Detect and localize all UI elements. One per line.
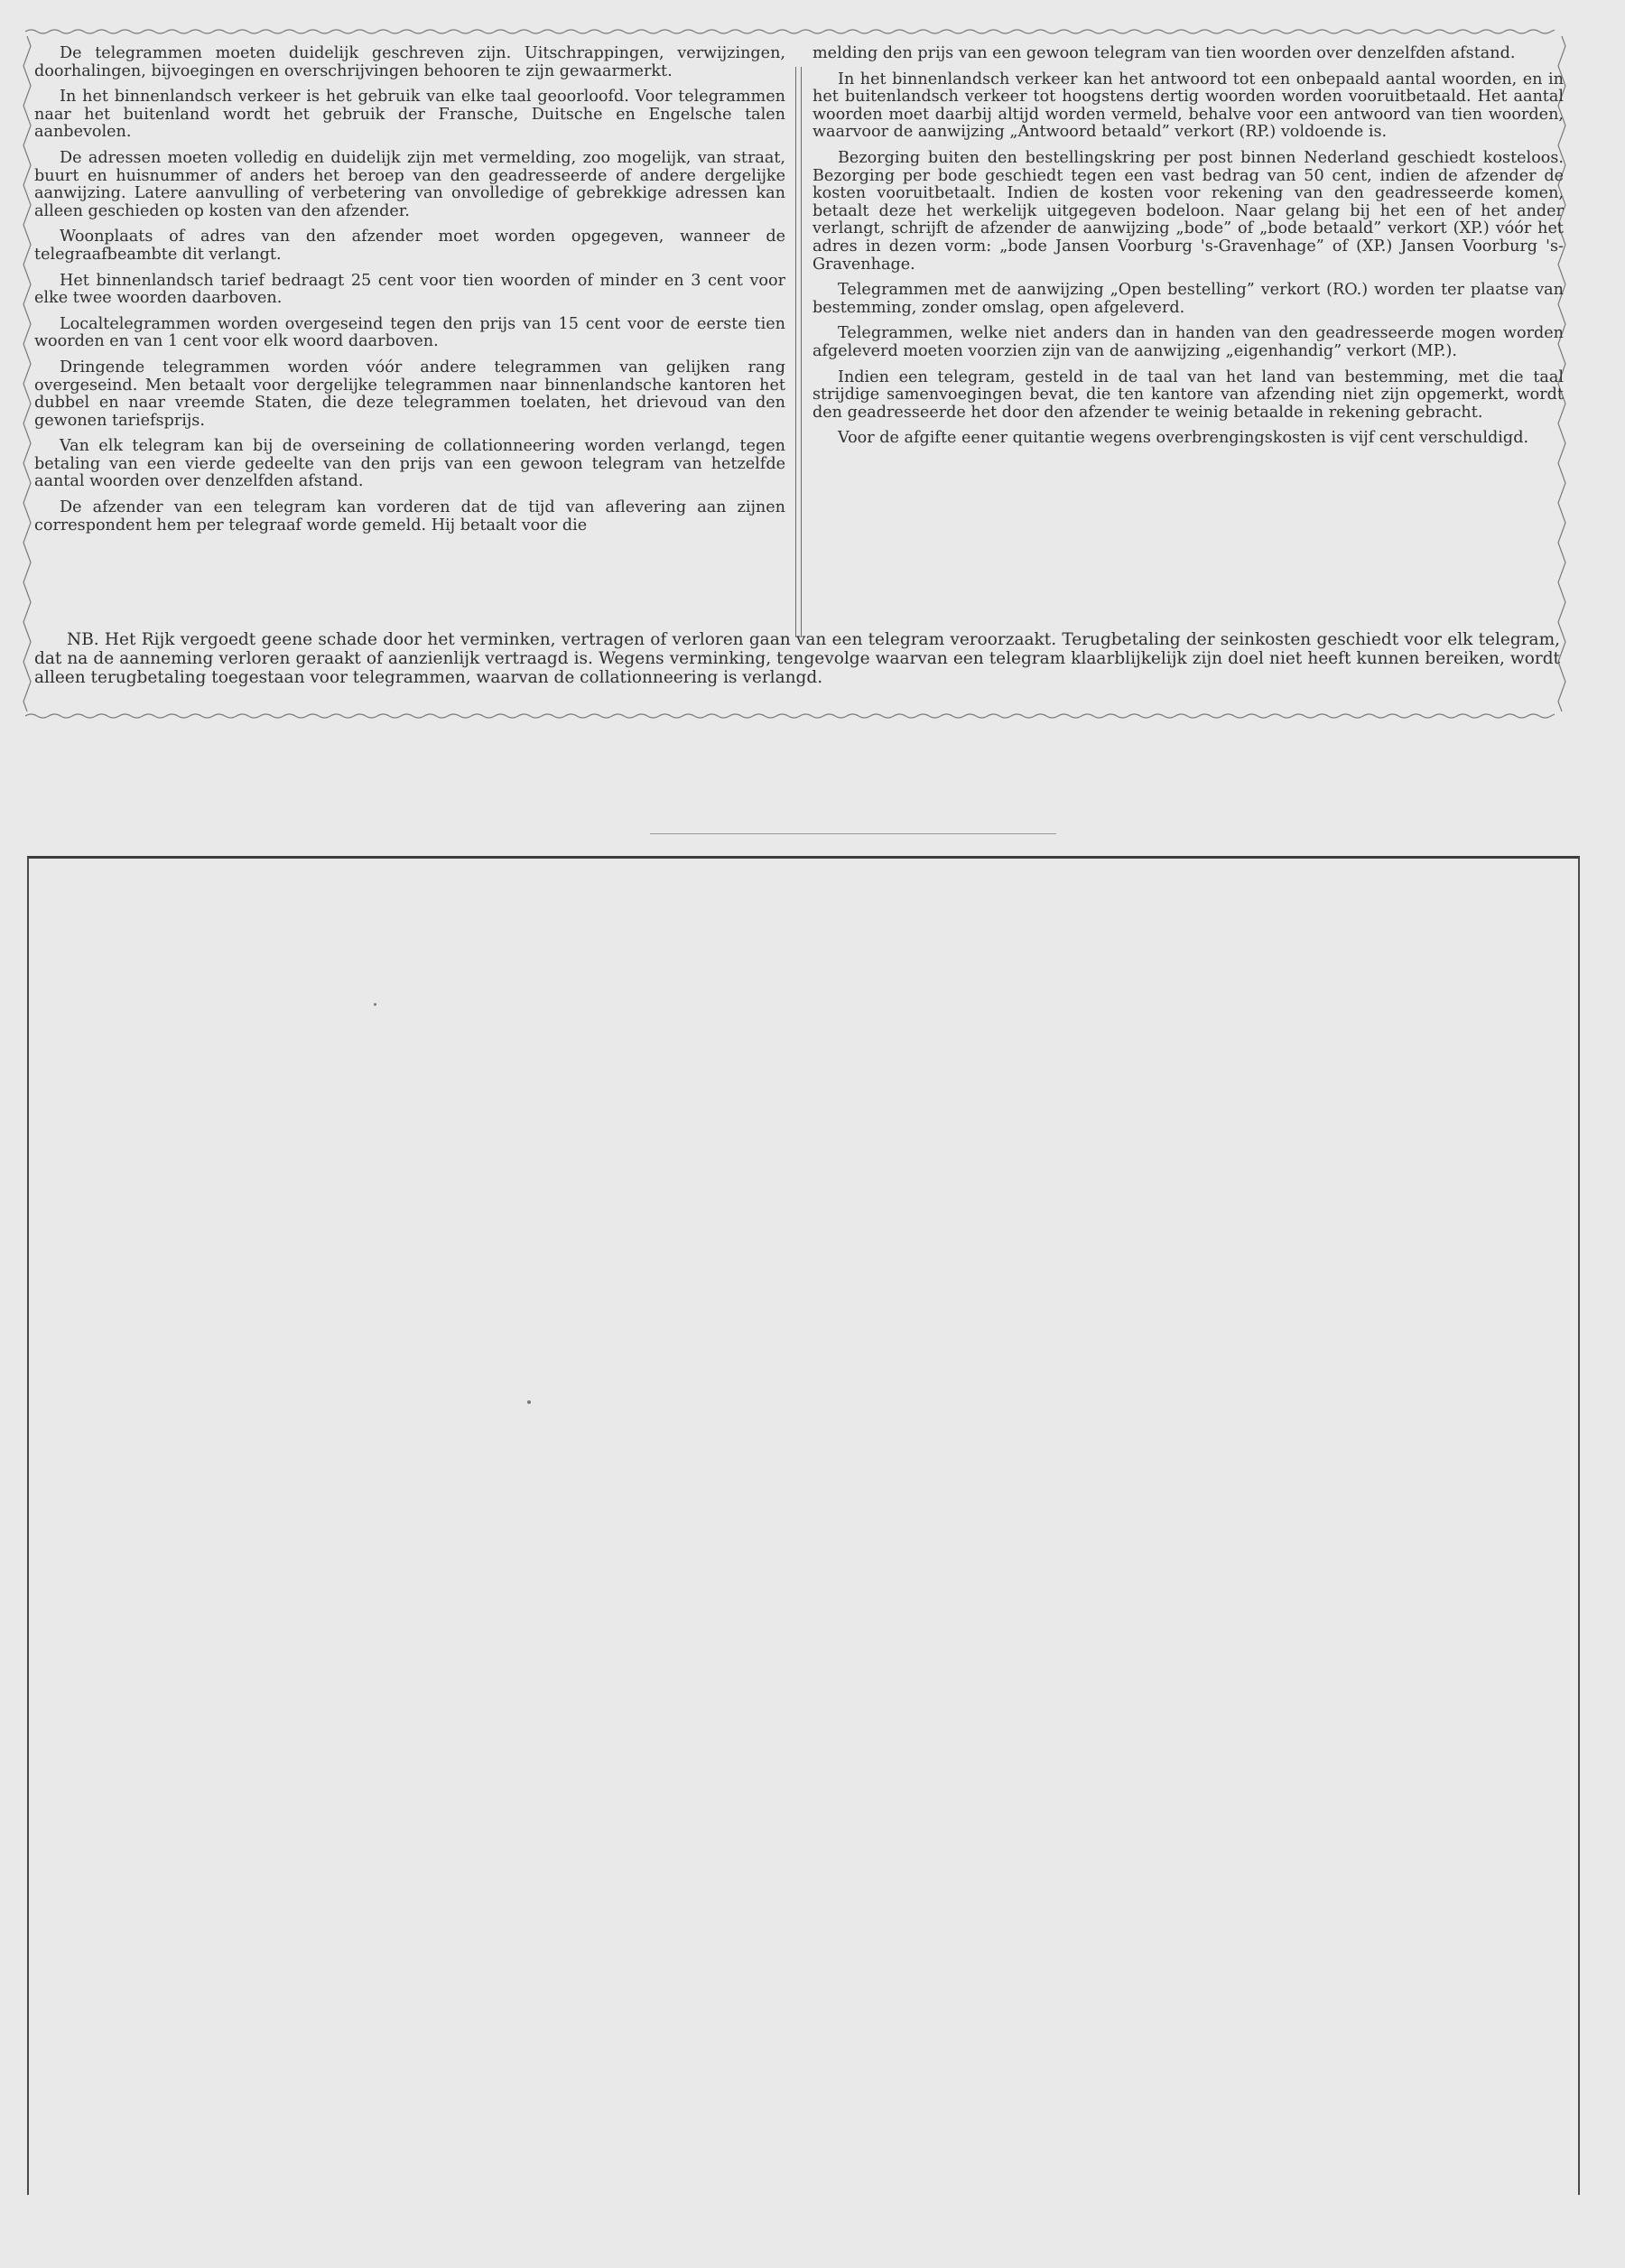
bottom-wavy-border — [25, 711, 1555, 720]
left-zigzag-border — [22, 36, 32, 711]
paragraph-domestic-tariff: Het binnenlandsch tarief bedraagt 25 cent voor tien woorden of minder en 3 cent voor elke twee woorden daarboven. — [34, 271, 785, 308]
paragraph-reply-paid: In het binnenlandsch verkeer kan het antwoord tot een onbepaald aantal woorden, en in het buitenlandsch verkeer tot hoogstens dertig woorden worden vooruitbetaald. Het aantal woorden moet daarbij altijd worden vermeld, behalve voor een antwoord van tien woorden, waarvoor de aanwijzing „Antwoord betaald” verkort (RP.) voldoende is. — [812, 70, 1564, 142]
paragraph-local-telegrams: Localtelegrammen worden overgeseind tegen den prijs van 15 cent voor de eerste tien woorden en van 1 cent voor elk woord daarboven. — [34, 314, 785, 351]
paragraph-delivery-notice-cont: melding den prijs van een gewoon telegram van tien woorden over denzelfden afstand. — [812, 44, 1516, 62]
paper-speck — [374, 1003, 376, 1006]
column-divider — [795, 67, 802, 637]
paragraph-courier-delivery: Bezorging buiten den bestellingskring per post binnen Nederland geschiedt kosteloos. Bezorging per bode geschiedt tegen een vast bedrag van 50 cent, indien de afzender de kosten vooruitbetaalt. Indien de kosten voor rekening van den geadresseerde komen, betaalt deze het werkelijk uitgegeven bodeloon. Naar gelang bij het een of het ander verlangt, schrijft de afzender de aanwijzing „bode” of „bode betaald” verkort (XP.) vóór het adres in dezen vorm: „bode Jansen Voorburg 's-Gravenhage” of (XP.) Jansen Voorburg 's-Gravenhage. — [812, 148, 1564, 274]
paragraph-urgent-telegrams: Dringende telegrammen worden vóór andere telegrammen van gelijken rang overgeseind. Men betaalt voor dergelijke telegrammen naar binnenlandsche kantoren het dubbel en naar vreemde Staten, die deze telegrammen toelaten, het drievoud van den gewonen tariefsprijs. — [34, 358, 785, 430]
paragraph-sender-residence: Woonplaats of adres van den afzender moet worden opgegeven, wanneer de telegraafbeambte dit verlangt. — [34, 228, 785, 264]
paragraph-language: In het binnenlandsch verkeer is het gebruik van elke taal geoorloofd. Voor telegrammen naar het buitenland wordt het gebruik der Fransche, Duitsche en Engelsche talen aanbevolen. — [34, 88, 785, 142]
paragraph-addresses: De adressen moeten volledig en duidelijk zijn met vermelding, zoo mogelijk, van straat, buurt en huisnummer of anders het beroep van den geadresseerde of andere dergelijke aanwijzing. Latere aanvulling of verbetering van onvolledige of gebrekkige adressen kan alleen geschieden op kosten van den afzender. — [34, 148, 785, 220]
paper-speck — [527, 1400, 531, 1404]
paragraph-open-delivery: Telegrammen met de aanwijzing „Open bestelling” verkort (RO.) worden ter plaatse van bestemming, zonder omslag, open afgeleverd. — [812, 281, 1564, 317]
right-column — [812, 45, 1564, 456]
paragraph-writing: De telegrammen moeten duidelijk geschreven zijn. Uitschrappingen, verwijzingen, doorhalingen, bijvoegingen en overschrijvingen behooren te zijn gewaarmerkt. — [34, 44, 785, 80]
paragraph-language-surcharge: Indien een telegram, gesteld in de taal van het land van bestemming, met die taal strijdige samenvoegingen bevat, die ten kantore van afzending niet zijn opgemerkt, wordt den geadresseerde het door den afzender te weinig betaalde in rekening gebracht. — [812, 367, 1564, 422]
footnote-nb — [34, 630, 1560, 687]
paragraph-personal-delivery: Telegrammen, welke niet anders dan in handen van den geadresseerde mogen worden afgeleverd moeten voorzien zijn van de aanwijzing „eigenhandig” verkort (MP.). — [812, 324, 1564, 360]
footnote-text: NB. Het Rijk vergoedt geene schade door het verminken, vertragen of verloren gaan van een telegram veroorzaakt. Terugbetaling der seinkosten geschiedt voor elk telegram, dat na de aanneming verloren geraakt of aanzienlijk vertraagd is. Wegens verminking, tengevolge waarvan een telegram klaarblijkelijk zijn doel niet heeft kunnen bereiken, wordt alleen terugbetaling toegestaan voor telegrammen, waarvan de collationneering is verlangd. — [34, 630, 1560, 687]
left-column — [34, 45, 785, 543]
notice-columns — [34, 44, 1564, 623]
message-area-box — [27, 856, 1580, 2195]
separator-rule — [650, 833, 1056, 834]
top-wavy-border — [25, 27, 1555, 36]
paragraph-receipt: Voor de afgifte eener quitantie wegens overbrengingskosten is vijf cent verschuldigd. — [838, 429, 1529, 448]
paragraph-collation: Van elk telegram kan bij de overseining de collationneering worden verlangd, tegen betaling van een vierde gedeelte van den prijs van een gewoon telegram van hetzelfde aantal woorden over denzelfden afstand. — [34, 437, 785, 491]
paragraph-delivery-notice: De afzender van een telegram kan vorderen dat de tijd van aflevering aan zijnen correspondent hem per telegraaf worde gemeld. Hij betaalt voor die — [34, 498, 785, 534]
regulations-notice — [25, 27, 1564, 720]
